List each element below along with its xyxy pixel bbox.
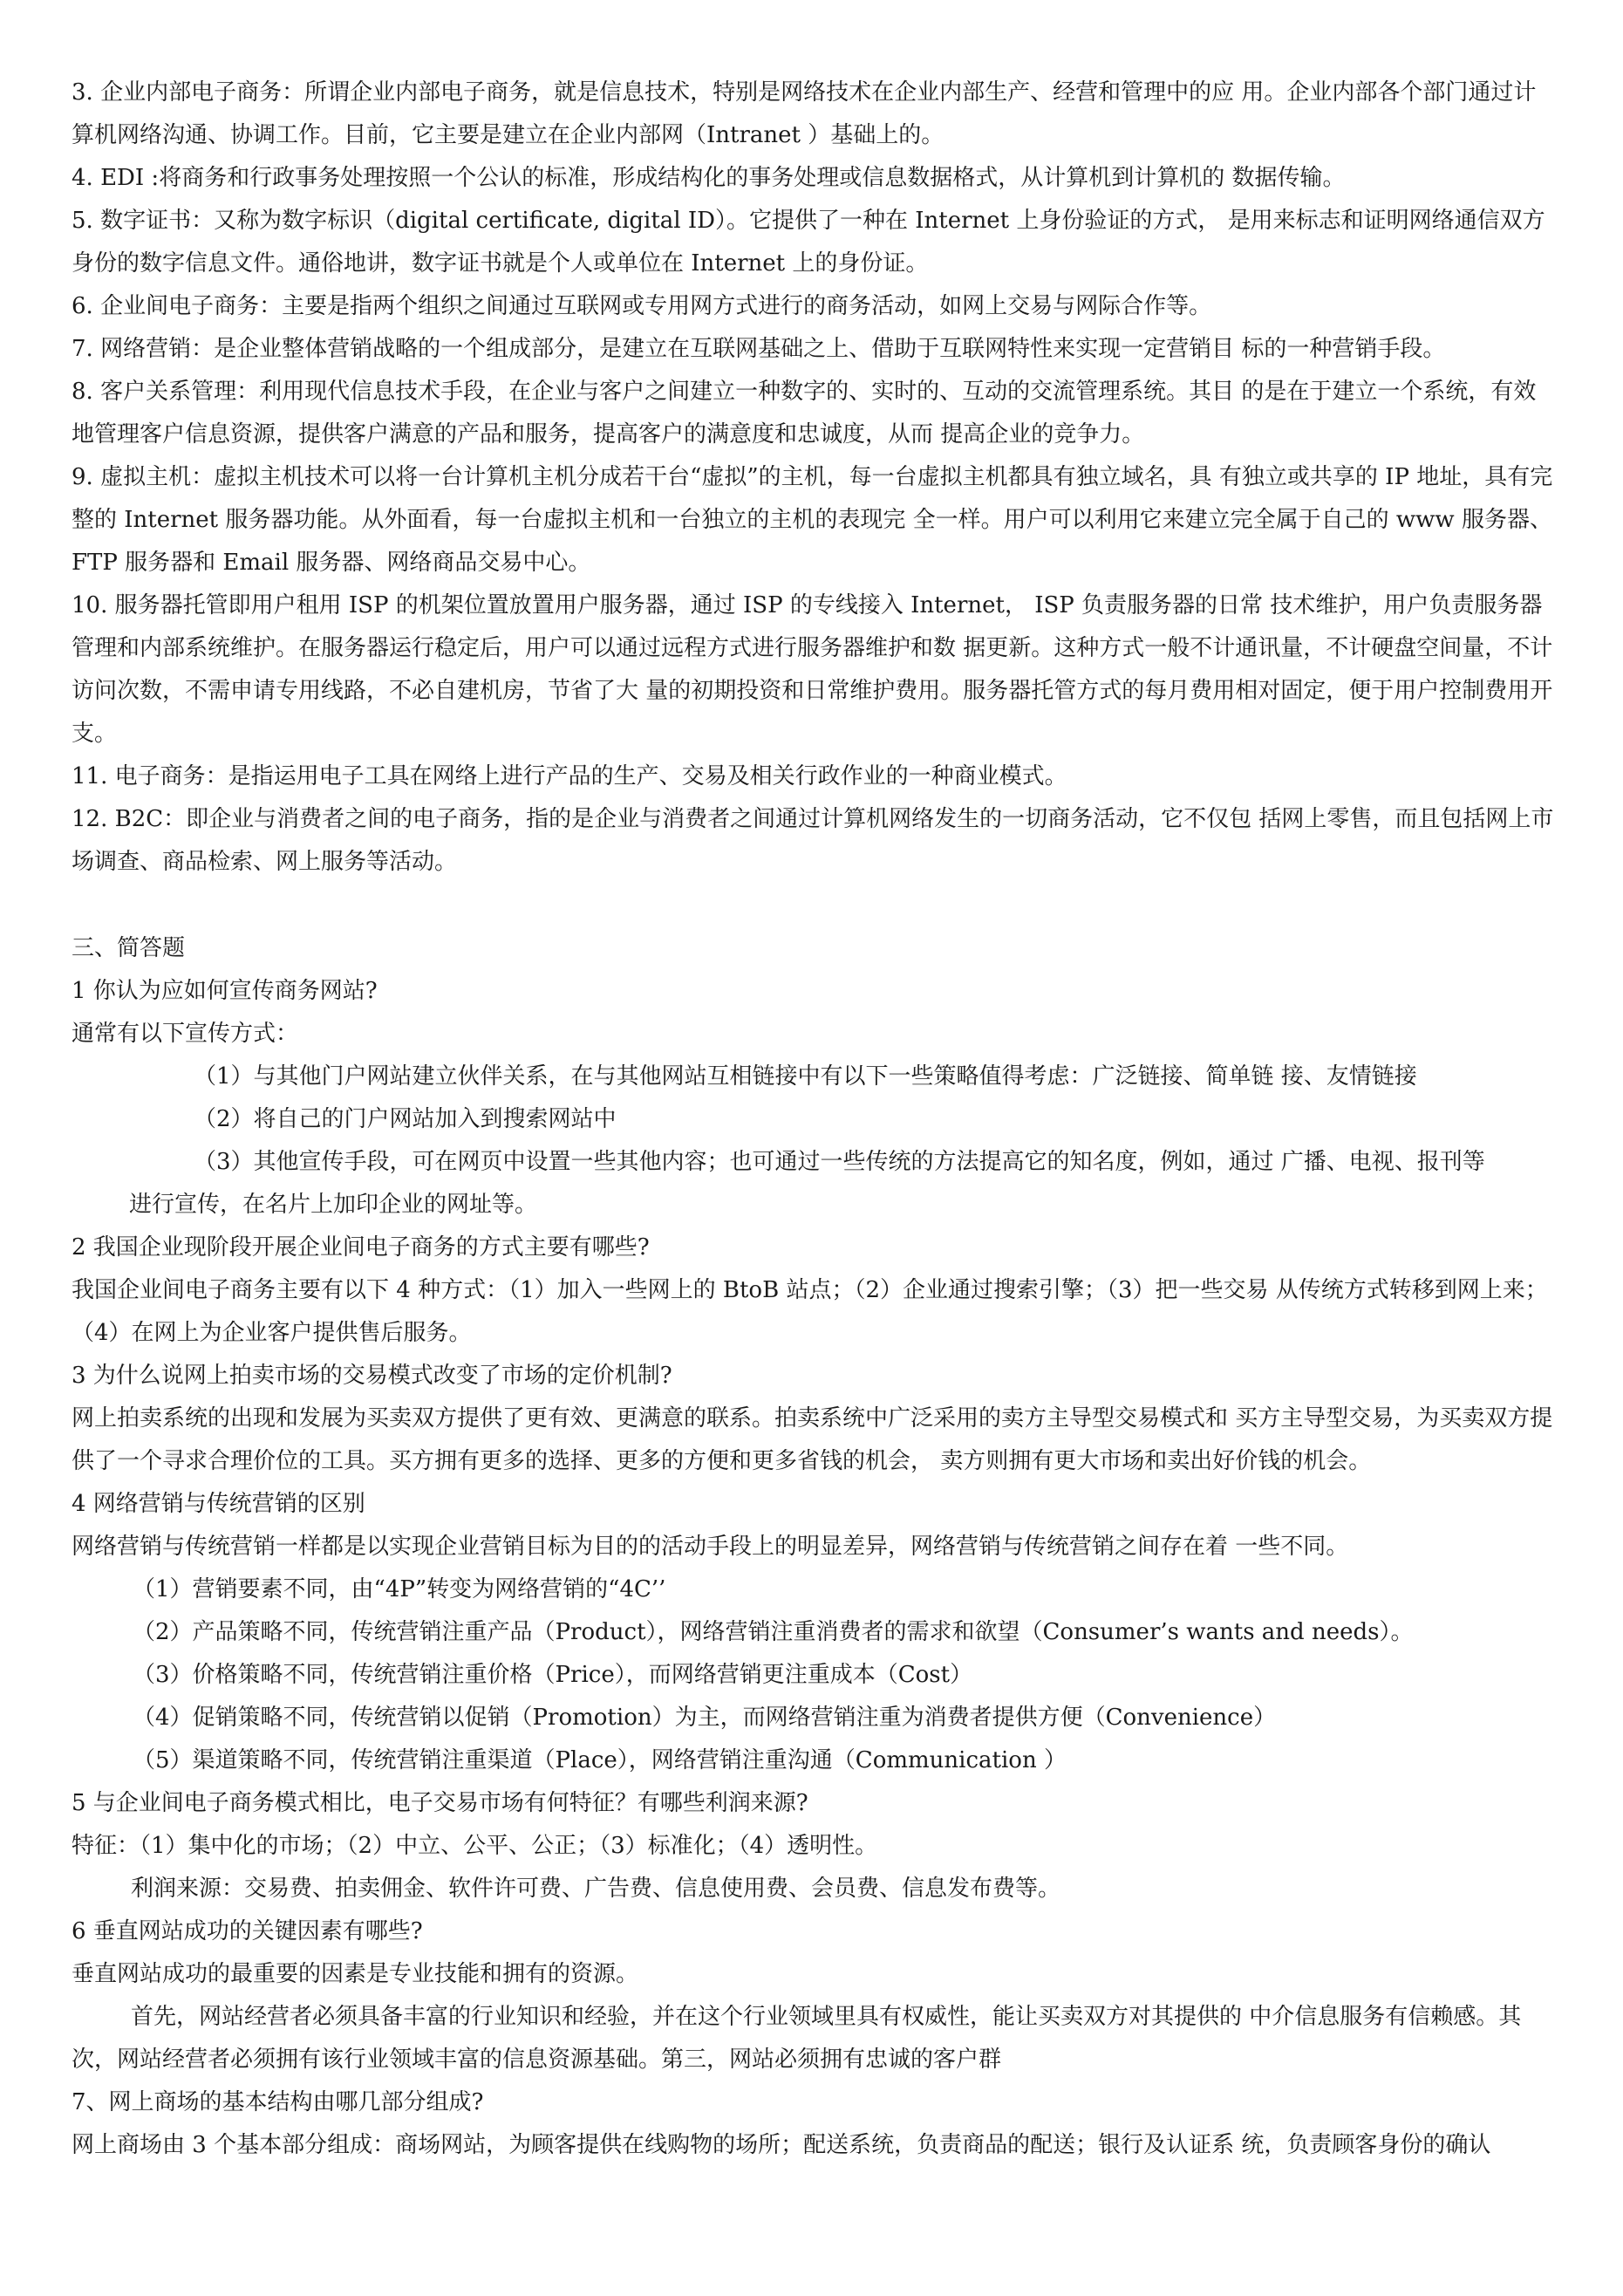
answer-7: 网上商场由 3 个基本部分组成：商场网站，为顾客提供在线购物的场所；配送系统，负责商品的配送；银行及认证系 统，负责顾客身份的确认 xyxy=(72,2132,1491,2158)
answer-4-item-1: （1）营销要素不同，由“4P”转变为网络营销的“4C’’ xyxy=(133,1576,666,1602)
answer-6: 垂直网站成功的最重要的因素是专业技能和拥有的资源。 xyxy=(72,1961,639,1987)
answer-5-profit: 利润来源：交易费、拍卖佣金、软件许可费、广告费、信息使用费、会员费、信息发布费等。 xyxy=(131,1876,1061,1902)
answer-4-item-4: （4）促销策略不同，传统营销以促销（Promotion）为主，而网络营销注重为消费者提供方便（Convenience） xyxy=(133,1705,1277,1731)
document-page xyxy=(72,72,1554,2167)
definition-12: 12. B2C：即企业与消费者之间的电子商务，指的是企业与消费者之间通过计算机网络发生的一切商务活动，它不仅包 括网上零售，而且包括网上市场调查、商品检索、网上服务等活动。 xyxy=(72,806,1554,875)
answer-1-intro: 通常有以下宣传方式： xyxy=(72,1021,299,1047)
answer-1-item-1: （1）与其他门户网站建立伙伴关系，在与其他网站互相链接中有以下一些策略值得考虑：广泛链接、简单链 接、友情链接 xyxy=(194,1063,1417,1090)
definition-6: 6. 企业间电子商务：主要是指两个组织之间通过互联网或专用网方式进行的商务活动，如网上交易与网际合作等。 xyxy=(72,293,1212,319)
definition-3: 3. 企业内部电子商务：所谓企业内部电子商务，就是信息技术，特别是网络技术在企业内部生产、经营和管理中的应 用。企业内部各个部门通过计算机网络沟通、协调工作。目前，它主要是建立在企业内部网（Intranet ）基础上的。 xyxy=(72,79,1537,148)
answer-1-item-3: （3）其他宣传手段，可在网页中设置一些其他内容；也可通过一些传统的方法提高它的知名度，例如，通过 广播、电视、报刊等 xyxy=(194,1149,1485,1175)
answer-1-item-3-continued: 进行宣传，在名片上加印企业的网址等。 xyxy=(129,1192,538,1218)
definition-8: 8. 客户关系管理：利用现代信息技术手段，在企业与客户之间建立一种数字的、实时的、互动的交流管理系统。其目 的是在于建立一个系统，有效地管理客户信息资源，提供客户满意的产品和服务，提高客户的满意度和忠诚度，从而 提高企业的竞争力。 xyxy=(72,379,1537,448)
definition-5: 5. 数字证书：又称为数字标识（digital certificate, digital ID）。它提供了一种在 Internet 上身份验证的方式， 是用来标志和证明网络通信双方身份的数字信息文件。通俗地讲，数字证书就是个人或单位在 Internet 上的身份证。 xyxy=(72,208,1545,277)
definition-4: 4. EDI :将商务和行政事务处理按照一个公认的标准，形成结构化的事务处理或信息数据格式，从计算机到计算机的 数据传输。 xyxy=(72,165,1346,191)
answer-1-item-2: （2）将自己的门户网站加入到搜索网站中 xyxy=(194,1106,617,1132)
answer-4: 网络营销与传统营销一样都是以实现企业营销目标为目的的活动手段上的明显差异，网络营销与传统营销之间存在着 一些不同。 xyxy=(72,1534,1349,1560)
question-4: 4 网络营销与传统营销的区别 xyxy=(72,1491,365,1517)
answer-6-detail: 首先，网站经营者必须具备丰富的行业知识和经验，并在这个行业领域里具有权威性，能让买卖双方对其提供的 中介信息服务有信赖感。其次，网站经营者必须拥有该行业领域丰富的信息资源基础。第三，网站必须拥有忠诚的客户群 xyxy=(72,2004,1522,2073)
question-3: 3 为什么说网上拍卖市场的交易模式改变了市场的定价机制? xyxy=(72,1363,672,1389)
definition-11: 11. 电子商务：是指运用电子工具在网络上进行产品的生产、交易及相关行政作业的一种商业模式。 xyxy=(72,763,1067,789)
question-6: 6 垂直网站成功的关键因素有哪些? xyxy=(72,1918,423,1944)
answer-5-features: 特征：（1）集中化的市场；（2）中立、公平、公正；（3）标准化；（4）透明性。 xyxy=(72,1833,878,1859)
definition-10: 10. 服务器托管即用户租用 ISP 的机架位置放置用户服务器，通过 ISP 的专线接入 Internet， ISP 负责服务器的日常 技术维护，用户负责服务器管理和内部系统维护。在服务器运行稳定后，用户可以通过远程方式进行服务器维护和数 据更新。这种方式一般不计通讯量，不计硬盘空间量，不计访问次数，不需申请专用线路，不必自建机房，节省了大 量的初期投资和日常维护费用。服务器托管方式的每月费用相对固定，便于用户控制费用开支。 xyxy=(72,592,1553,747)
answer-4-item-5: （5）渠道策略不同，传统营销注重渠道（Place），网络营销注重沟通（Communication ） xyxy=(133,1747,1067,1773)
answer-3: 网上拍卖系统的出现和发展为买卖双方提供了更有效、更满意的联系。拍卖系统中广泛采用的卖方主导型交易模式和 买方主导型交易，为买卖双方提供了一个寻求合理价位的工具。买方拥有更多的选择、更多的方便和更多省钱的机会， 卖方则拥有更大市场和卖出好价钱的机会。 xyxy=(72,1405,1553,1474)
section-title: 三、简答题 xyxy=(72,935,186,961)
question-1: 1 你认为应如何宣传商务网站? xyxy=(72,978,378,1004)
answer-4-item-2: （2）产品策略不同，传统营销注重产品（Product），网络营销注重消费者的需求和欲望（Consumer’s wants and needs）。 xyxy=(133,1619,1414,1645)
question-5: 5 与企业间电子商务模式相比，电子交易市场有何特征？有哪些利润来源? xyxy=(72,1790,808,1816)
answer-4-item-3: （3）价格策略不同，传统营销注重价格（Price），而网络营销更注重成本（Cost） xyxy=(133,1662,973,1688)
question-2: 2 我国企业现阶段开展企业间电子商务的方式主要有哪些? xyxy=(72,1234,650,1261)
definition-9: 9. 虚拟主机：虚拟主机技术可以将一台计算机主机分成若干台“虚拟”的主机，每一台虚拟主机都具有独立域名，具 有独立或共享的 IP 地址，具有完整的 Internet 服务器功能。从外面看，每一台虚拟主机和一台独立的主机的表现完 全一样。用户可以利用它来建立完全属于自己的 www 服务器、FTP 服务器和 Email 服务器、网络商品交易中心。 xyxy=(72,464,1553,576)
question-7: 7、网上商场的基本结构由哪几部分组成? xyxy=(72,2089,484,2115)
answer-2: 我国企业间电子商务主要有以下 4 种方式：（1）加入一些网上的 BtoB 站点；（2）企业通过搜索引擎；（3）把一些交易 从传统方式转移到网上来；（4）在网上为企业客户提供售后服务。 xyxy=(72,1277,1548,1346)
definition-7: 7. 网络营销：是企业整体营销战略的一个组成部分，是建立在互联网基础之上、借助于互联网特性来实现一定营销目 标的一种营销手段。 xyxy=(72,336,1446,362)
